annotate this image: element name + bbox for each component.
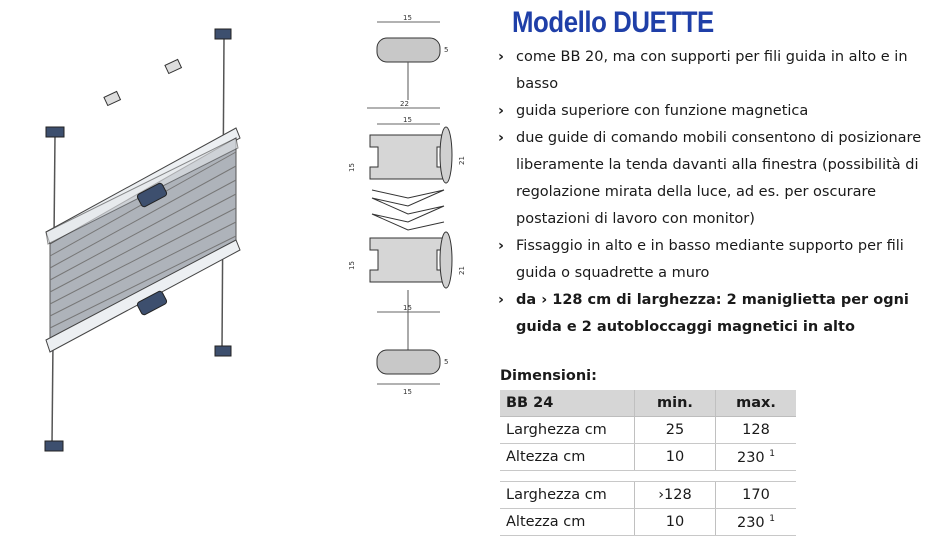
dimension-max: [716, 509, 797, 536]
bracket-bottom-right: [215, 346, 231, 356]
dimension-label: Altezza cm: [500, 444, 635, 471]
feature-item: [498, 287, 934, 341]
feature-list: [498, 44, 934, 341]
table-row: [500, 417, 796, 444]
top-rail-profile: [370, 135, 445, 179]
bracket-top-left: [46, 127, 64, 137]
feature-item: [498, 233, 934, 287]
feature-text: guida superiore con funzione magnetica: [516, 103, 809, 119]
footnote-marker: 1: [769, 513, 776, 524]
table-row: [500, 482, 796, 509]
bottom-rail-profile: [370, 238, 445, 282]
feature-text: due guide di comando mobili consentono di posizionare liberamente la tenda davanti alla finestra (possibilità di regolazione mirata della luce, ad es. per oscurare postazioni di lavoro con monitor): [516, 130, 922, 227]
bullet-marker: ›: [498, 238, 504, 254]
dimension-max: [716, 417, 797, 444]
bottom-cap: [377, 350, 440, 374]
dim-bottom-cap-width: 15: [403, 388, 412, 396]
dim-rail-inner-width: 15: [403, 116, 412, 124]
feature-text: come BB 20, ma con supporti per fili guida in alto e in basso: [516, 49, 908, 92]
dimension-max-value: 170: [742, 487, 770, 503]
page-title: Modello DUETTE: [512, 6, 714, 39]
feature-item: [498, 44, 934, 98]
dimension-min: 10: [635, 509, 716, 536]
fabric-pleats: [372, 190, 444, 230]
bullet-marker: ›: [498, 130, 504, 146]
table-row: [500, 444, 796, 471]
dimension-max-value: 128: [742, 422, 770, 438]
dim-bottom-rail-height-left: 15: [348, 261, 356, 270]
dimension-min: 10: [635, 444, 716, 471]
bracket-top-right: [215, 29, 231, 39]
feature-text: Fissaggio in alto e in basso mediante supporto per fili guida o squadrette a muro: [516, 238, 904, 281]
dimension-max-value: 230: [736, 449, 765, 466]
bracket-bottom-left: [45, 441, 63, 451]
dimension-max: [716, 482, 797, 509]
product-illustration: [0, 0, 340, 539]
dim-bottom-cap-height: 5: [444, 358, 449, 366]
table-row: [500, 509, 796, 536]
dim-bottom-rail-height-right: 21: [458, 266, 466, 275]
top-cap: [377, 38, 440, 62]
col-header-min: min.: [635, 390, 716, 417]
dim-bottom-rail-width: 15: [403, 304, 412, 312]
bracket-loose-2: [104, 91, 120, 105]
table-spacer-row: [500, 471, 796, 482]
dimension-max: [716, 444, 797, 471]
dimension-min: ›128: [635, 482, 716, 509]
bracket-loose-1: [165, 59, 181, 73]
bullet-marker: ›: [498, 49, 504, 65]
profile-cross-section: [340, 0, 500, 539]
col-header-max: max.: [716, 390, 797, 417]
bullet-marker: ›: [498, 103, 504, 119]
top-magnet: [440, 127, 452, 183]
footnote-marker: 1: [769, 448, 776, 459]
dim-top-cap-width: 15: [403, 14, 412, 22]
col-header-model: BB 24: [500, 390, 635, 417]
dimension-label: Larghezza cm: [500, 482, 635, 509]
dimensions-heading: Dimensioni:: [500, 368, 597, 384]
dimension-label: Larghezza cm: [500, 417, 635, 444]
dimensions-table: [500, 390, 796, 536]
feature-text: da › 128 cm di larghezza: 2 maniglietta per ogni guida e 2 autobloccaggi magnetici in alto: [516, 292, 909, 335]
dimension-label: Altezza cm: [500, 509, 635, 536]
bottom-magnet: [440, 232, 452, 288]
feature-item: [498, 98, 934, 125]
table-header-row: [500, 390, 796, 417]
dimension-min: 25: [635, 417, 716, 444]
dim-rail-height-left: 15: [348, 163, 356, 172]
bullet-marker: ›: [498, 292, 504, 308]
dim-rail-outer-width: 22: [400, 100, 409, 108]
feature-item: [498, 125, 934, 233]
dim-rail-height-right: 21: [458, 156, 466, 165]
dimension-max-value: 230: [736, 514, 765, 531]
dim-top-cap-height: 5: [444, 46, 449, 54]
